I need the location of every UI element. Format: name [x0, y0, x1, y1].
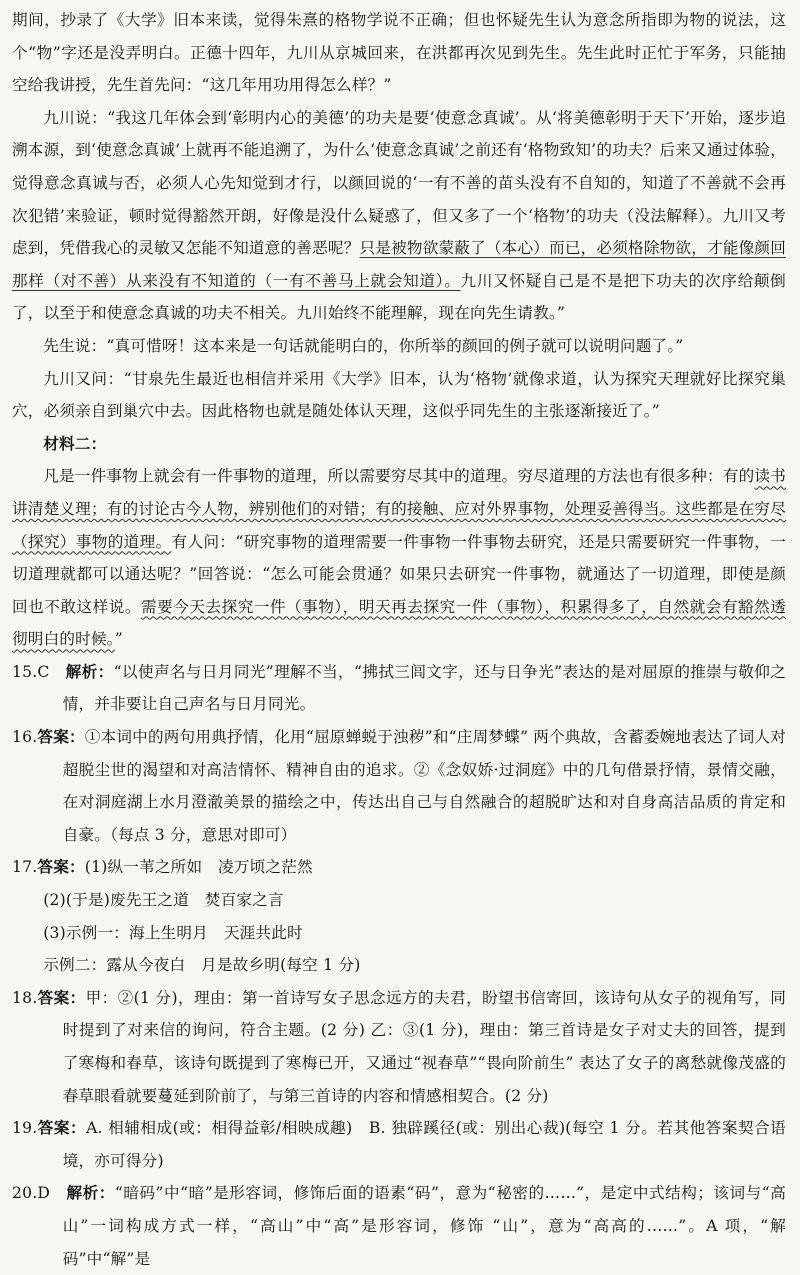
teacher-reply: 先生说：“真可惜呀！这本来是一句话就能明白的，你所举的颜回的例子就可以说明问题了。”: [43, 336, 684, 355]
closing-quote: ”: [114, 630, 123, 649]
material-two-paragraph: [12, 460, 786, 656]
q17-line-3: (3)示例一：海上生明月 天涯共此时: [43, 923, 303, 942]
q15-text: “以使声名与日月同光”理解不当，“拂拭三闾文字，还与日争光”表达的是对屈原的推崇与敬仰之情，并非要让自己声名与日月同光。: [62, 662, 786, 714]
q17-number: 17.: [12, 858, 38, 877]
question-16: [12, 721, 786, 851]
q20-text: “暗码”中“暗”是形容词，修饰后面的语素“码”，意为“秘密的……”，是定中式结构；该词与“高山”一词构成方式一样，“高山”中“高”是形容词，修饰 “山”，意为“高高的……”。A 项，“解码”中“解”是: [62, 1184, 787, 1268]
q15-number: 15.C: [12, 662, 50, 681]
jiuchuan-statement-text: 九川说：“我这几年体会到‘彰明内心的美德’的功夫是要‘使意念真诚’。从‘将美德彰明于天下’开始，逐步追溯本源，到‘使意念真诚’上就再不能追溯了，为什么‘使意念真诚’之前还有‘格物致知’的功夫？后来又通过体验，觉得意念真诚与否，必须人心先知觉到才行，以颜回说的‘一有不善的苗头没有不自知的，知道了不善就不会再次犯错’来验证，顿时觉得豁然开朗，好像是没什么疑惑了，但又多了一个‘格物’的功夫（没法解释）。九川又考虑到，凭借我心的灵敏又怎能不知道意的善恶呢？: [12, 108, 786, 258]
q17-line-2: (2)(于是)废先王之道 焚百家之言: [43, 891, 284, 910]
q19-label: 答案：: [37, 1119, 87, 1138]
q16-text: ①本词中的两句用典抒情，化用“屈原蝉蜕于浊秽”和“庄周梦蝶” 两个典故，含蓄委婉地表达了词人对超脱尘世的渴望和对高洁情怀、精神自由的追求。②《念奴娇·过洞庭》中的几句借景抒情，景情交融，在对洞庭湖上水月澄澈美景的描绘之中，传达出自己与自然融合的超脱旷达和对自身高洁品质的肯定和自豪。（每点 3 分，意思对即可）: [62, 728, 786, 844]
q18-text: 甲：②(1 分)，理由：第一首诗写女子思念远方的夫君，盼望书信寄回，该诗句从女子的视角写，同时提到了对来信的询问，符合主题。(2 分) 乙：③(1 分)，理由：第三首诗是女子对丈夫的回答，提到了寒梅和春草，该诗句既提到了寒梅已开，又通过“视春草”“畏向阶前生” 表达了女子的离愁就像茂盛的春草眼看就要蔓延到阶前了，与第三首诗的内容和情感相契合。(2 分): [62, 988, 786, 1105]
question-20: [12, 1177, 786, 1275]
q20-number: 20.D: [12, 1184, 51, 1203]
jiuchuan-statement-end: 九川又怀疑自己是不是把下功夫的次序给颠倒了，以至于和使意念真诚的功夫不相关。九川始终不能理解，现在向先生请教。”: [12, 271, 786, 323]
question-17: [12, 851, 786, 884]
q16-label: 答案：: [37, 728, 85, 747]
material-two-heading: 材料二：: [43, 434, 107, 453]
question-18: [12, 982, 786, 1112]
question-15: [12, 656, 786, 721]
underlined-sentence: 只是被物欲蒙蔽了（本心）而已，必须格除物欲，才能像颜回那样（对不善）从来没有不知道的（一有不善马上就会知道）。: [12, 239, 786, 290]
q16-number: 16.: [12, 728, 38, 747]
jiuchuan-statement: [12, 102, 786, 330]
q17-line-4: 示例二：露从今夜白 月是故乡明(每空 1 分): [43, 956, 361, 975]
material-two-dialogue: 有人问：“研究事物的道理需要一件事物一件事物去研究，还是只需要研究一件事物，一切道理就都可以通达呢？”回答说：“怎么可能会贯通？如果只去研究一件事物，就通达了一切道理，即使是颜回也不敢这样说。: [12, 532, 786, 616]
q18-label: 答案：: [37, 988, 86, 1007]
material-two-intro: 凡是一件事物上就会有一件事物的道理，所以需要穷尽其中的道理。穷尽道理的方法也有很多种：有的: [43, 467, 755, 486]
question-19: [12, 1112, 786, 1177]
q17-line-1: (1)纵一苇之所如 凌万顷之茫然: [84, 858, 313, 877]
q19-text: A. 相辅相成(或：相得益彰/相映成趣) B. 独辟蹊径(或：别出心裁)(每空 1 分。若其他答案契合语境，亦可得分): [62, 1119, 786, 1170]
q15-label: 解析：: [65, 662, 114, 681]
q19-number: 19.: [12, 1119, 38, 1138]
q20-label: 解析：: [66, 1184, 115, 1203]
jiuchuan-question: 九川又问：“甘泉先生最近也相信并采用《大学》旧本，认为‘格物’就像求道，认为探究天理就好比探究巢穴，必须亲自到巢穴中去。因此格物也就是随处体认天理，这似乎同先生的主张逐渐接近了。”: [12, 369, 786, 421]
wavy-underlined-conclusion: 需要今天去探究一件（事物），明天再去探究一件（事物），积累得多了，自然就会有豁然透彻明白的时候。: [12, 597, 786, 649]
material-one-continuation: 期间，抄录了《大学》旧本来读，觉得朱熹的格物学说不正确；但也怀疑先生认为意念所指即为物的说法，这个“物”字还是没弄明白。正德十四年，九川从京城回来，在洪都再次见到先生。先生此时正忙于军务，只能抽空给我讲授，先生首先问：“这几年用功用得怎么样？”: [12, 11, 786, 95]
q18-number: 18.: [12, 988, 38, 1007]
wavy-underlined-ways: 读书讲清楚义理；有的讨论古今人物，辨别他们的对错；有的接触、应对外界事物，处理妥善得当。这些都是在穷尽（探究）事物的道理。: [12, 467, 786, 551]
q17-label: 答案：: [37, 858, 85, 877]
